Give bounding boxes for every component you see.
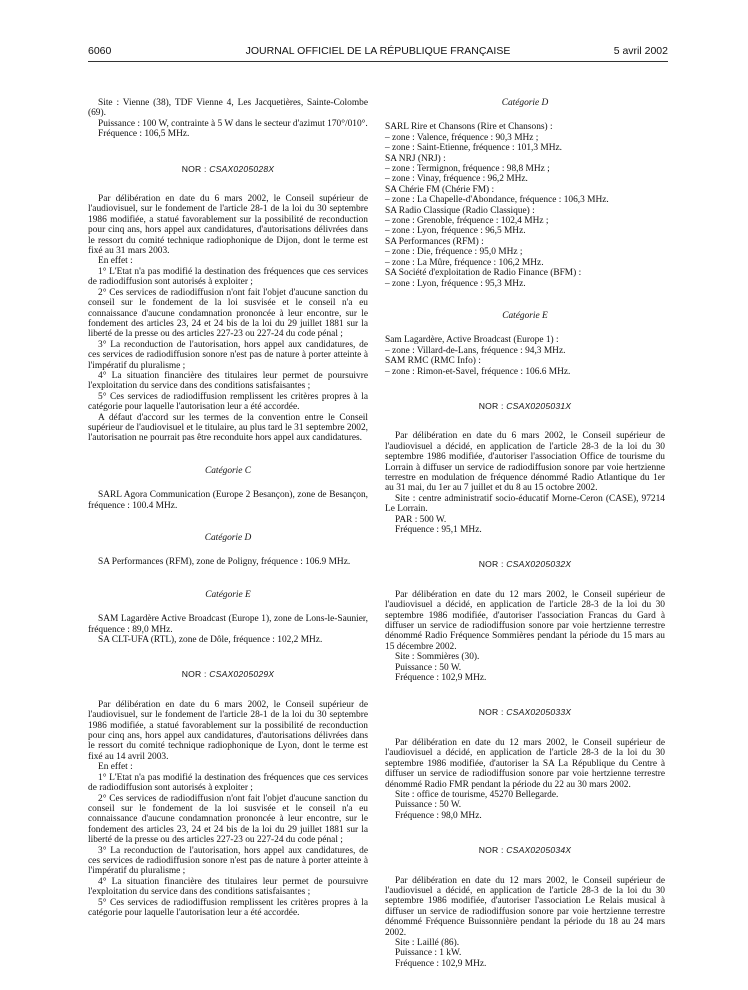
site-line: Site : Laillé (86). [395, 937, 460, 948]
power-line: Puissance : 50 W. [395, 662, 462, 673]
en-effet: En effet : [98, 256, 133, 267]
list-item: – zone : Lyon, fréquence : 95,3 MHz. [385, 278, 526, 289]
nor-reference: NOR : CSAX0205034X [478, 845, 572, 856]
category-heading: Catégorie D [501, 98, 549, 108]
en-effet: En effet : [98, 762, 133, 773]
nor-reference: NOR : CSAX0205032X [478, 559, 572, 570]
list-item: – zone : Valence, fréquence : 90,3 MHz ; [385, 132, 539, 143]
list-item: SA NRJ (NRJ) : [385, 153, 446, 164]
issue-date: 5 avril 2002 [613, 45, 668, 57]
list-item: – zone : Saint-Etienne, fréquence : 101,3 MHz. [385, 143, 563, 154]
nor-reference: NOR : CSAX0205028X [181, 163, 275, 174]
list-item: – zone : Vinay, fréquence : 96,2 MHz. [385, 174, 528, 185]
nor-code: CSAX0205029X [209, 669, 275, 680]
journal-title: JOURNAL OFFICIEL DE LA RÉPUBLIQUE FRANÇAISE [245, 45, 511, 57]
authorization-entry: SA Performances (RFM), zone de Poligny, fréquence : 106.9 MHz. [98, 557, 351, 568]
frequency-line: Fréquence : 102,9 MHz. [395, 673, 487, 684]
frequency-line: Fréquence : 106,5 MHz. [98, 129, 190, 140]
nor-code: CSAX0205033X [506, 707, 572, 718]
list-item: – zone : Lyon, fréquence : 96,5 MHz. [385, 226, 526, 237]
left-column [88, 98, 368, 918]
site-line: Site : office de tourisme, 45270 Bellegarde. [395, 789, 559, 800]
nor-reference: NOR : CSAX0205031X [478, 400, 572, 411]
list-item: – zone : La Chapelle-d'Abondance, fréquence : 106,3 MHz. [385, 195, 609, 206]
site-line: Site : Sommières (30). [395, 652, 480, 663]
frequency-line: Fréquence : 98,0 MHz. [395, 810, 482, 821]
nor-code: CSAX0205034X [506, 845, 572, 856]
list-item: – zone : Villard-de-Lans, fréquence : 94,3 MHz. [385, 345, 566, 356]
list-item: – zone : La Mûre, fréquence : 106,2 MHz. [385, 257, 544, 268]
site-line: Site : Vienne (38), TDF Vienne 4, Les Jacquetières, Sainte-Colombe (69). [88, 98, 368, 119]
criterion-1: 1° L'Etat n'a pas modifié la destination des fréquences que ces services de radiodiffusion sont autorisés à exploiter ; [88, 266, 368, 288]
category-heading: Catégorie E [502, 310, 548, 321]
list-item: – zone : Die, fréquence : 95,0 MHz ; [385, 247, 523, 258]
category-heading: Catégorie C [204, 465, 252, 476]
criterion-3: 3° La reconduction de l'autorisation, hors appel aux candidatures, de ces services de radiodiffusion sonore n'est pas de nature à porter atteinte à l'impératif du pluralisme ; [88, 339, 368, 371]
frequency-line: Fréquence : 102,9 MHz. [395, 958, 487, 969]
authorization-entry: SA CLT-UFA (RTL), zone de Dôle, fréquence : 102,2 MHz. [98, 635, 323, 646]
category-heading: Catégorie E [205, 589, 251, 600]
criterion-4: 4° La situation financière des titulaires leur permet de poursuivre l'exploitation du service dans des conditions satisfaisantes ; [88, 370, 368, 392]
deliberation-paragraph: Par délibération en date du 12 mars 2002, le Conseil supérieur de l'audiovisuel a décidé, en application de l'article 28-3 de la loi du 30 septembre 1986 modifiée, d'autoriser la SA La République du Centre à diffuser un service de radiodiffusion sonore par voie hertzienne terrestre dénommé Radio FMR pendant la période du 22 au 30 mars 2002. [385, 737, 665, 790]
criterion-5: 5° Ces services de radiodiffusion remplissent les critères propres à la catégorie pour laquelle l'autorisation leur a été accordée. [88, 391, 368, 413]
nor-reference: NOR : CSAX0205029X [181, 669, 275, 680]
header-rule [88, 61, 668, 62]
authorization-entry: SARL Agora Communication (Europe 2 Besançon), zone de Besançon, fréquence : 100.4 MHz. [88, 490, 368, 511]
deliberation-paragraph: Par délibération en date du 6 mars 2002, le Conseil supérieur de l'audiovisuel a décidé, en application de l'article 28-3 de la loi du 30 septembre 1986 modifiée, d'autoriser l'association Office de tourisme du Lorrain à diffuser un service de radiodiffusion sonore par voie hertzienne terrestre en modulation de fréquence dénommé Radio Atlantique du 1er au 31 mai, du 1er au 7 juillet et du 8 au 15 octobre 2002. [385, 431, 665, 494]
deliberation-paragraph: Par délibération en date du 12 mars 2002, le Conseil supérieur de l'audiovisuel a décidé, en application de l'article 28-3 de la loi du 30 septembre 1986 modifiée, d'autoriser l'association Le Relais musical à diffuser un service de radiodiffusion sonore par voie hertzienne terrestre dénommé Fréquence Buissonnière pendant la période du 18 au 24 mars 2002. [385, 875, 665, 938]
power-line: PAR : 500 W. [395, 514, 447, 525]
list-item: – zone : Rimon-et-Savel, fréquence : 106.6 MHz. [385, 366, 571, 377]
nor-code: CSAX0205028X [209, 163, 275, 174]
authorization-entry: SAM Lagardère Active Broadcast (Europe 1), zone de Lons-le-Saunier, fréquence : 89,0 MHz. [88, 614, 368, 635]
deliberation-paragraph: Par délibération en date du 12 mars 2002, le Conseil supérieur de l'audiovisuel a décidé, en application de l'article 28-3 de la loi du 30 septembre 1986 modifiée, d'autoriser l'association Francas du Gard à diffuser un service de radiodiffusion sonore par voie hertzienne terrestre dénommé Radio Fréquence Sommières pendant la période du 15 mars au 15 décembre 2002. [385, 589, 665, 652]
power-line: Puissance : 100 W, contrainte à 5 W dans le secteur d'azimut 170°/010°. [98, 118, 368, 129]
nor-code: CSAX0205031X [506, 400, 572, 411]
list-item: SA Chérie FM (Chérie FM) : [385, 184, 495, 195]
list-item: – zone : Termignon, fréquence : 98,8 MHz ; [385, 164, 550, 175]
nor-code: CSAX0205032X [506, 559, 572, 570]
site-line: Site : centre administratif socio-éducatif Morne-Ceron (CASE), 97214 Le Lorrain. [385, 493, 665, 515]
page-number: 6060 [88, 45, 112, 57]
list-item: SA Société d'exploitation de Radio Finance (BFM) : [385, 268, 582, 279]
defaut-paragraph: A défaut d'accord sur les termes de la convention entre le Conseil supérieur de l'audiovisuel et le titulaire, au plus tard le 31 septembre 2002, l'autorisation ne pourrait pas être reconduite hors appel aux candidatures. [88, 412, 368, 444]
list-item: SA Performances (RFM) : [385, 236, 484, 247]
deliberation-paragraph: Par délibération en date du 6 mars 2002, le Conseil supérieur de l'audiovisuel, sur le fondement de l'article 28-1 de la loi du 30 septembre 1986 modifiée, a statué favorablement sur la possibilité de reconduction pour cinq ans, hors appel aux candidatures, d'autorisations délivrées dans le ressort du comité technique radiophonique de Lyon, dont le terme est fixé au 14 avril 2003. [88, 699, 368, 762]
list-item: SARL Rire et Chansons (Rire et Chansons) : [385, 122, 553, 133]
category-heading: Catégorie D [204, 533, 252, 543]
frequency-line: Fréquence : 95,1 MHz. [395, 525, 482, 535]
criterion-2: 2° Ces services de radiodiffusion n'ont fait l'objet d'aucune sanction du conseil sur le fondement de la loi susvisée et le conseil n'a eu connaissance d'aucune condamnation prononcée à leur encontre, sur le fondement des articles 23, 24 et 24 bis de la loi du 29 juillet 1881 sur la liberté de la presse ou des articles 227-23 ou 227-24 du code pénal ; [88, 287, 368, 340]
right-column [385, 98, 665, 969]
power-line: Puissance : 1 kW. [395, 948, 462, 959]
page-header [88, 45, 668, 61]
list-item: – zone : Grenoble, fréquence : 102,4 MHz ; [385, 216, 549, 227]
criterion-4: 4° La situation financière des titulaires leur permet de poursuivre l'exploitation du service dans des conditions satisfaisantes ; [88, 876, 368, 898]
list-item: Sam Lagardère, Active Broadcast (Europe 1) : [385, 335, 559, 346]
criterion-1: 1° L'Etat n'a pas modifié la destination des fréquences que ces services de radiodiffusion sont autorisés à exploiter ; [88, 772, 368, 794]
criterion-3: 3° La reconduction de l'autorisation, hors appel aux candidatures, de ces services de radiodiffusion sonore n'est pas de nature à porter atteinte à l'impératif du pluralisme ; [88, 845, 368, 877]
criterion-2: 2° Ces services de radiodiffusion n'ont fait l'objet d'aucune sanction du conseil sur le fondement de la loi susvisée et le conseil n'a eu connaissance d'aucune condamnation prononcée à leur encontre, sur le fondement des articles 23, 24 et 24 bis de la loi du 29 juillet 1881 sur la liberté de la presse ou des articles 227-23 ou 227-24 du code pénal ; [88, 793, 368, 846]
criterion-5: 5° Ces services de radiodiffusion remplissent les critères propres à la catégorie pour laquelle l'autorisation leur a été accordée. [88, 897, 368, 918]
list-item: SAM RMC (RMC Info) : [385, 356, 481, 367]
power-line: Puissance : 50 W. [395, 800, 462, 811]
nor-reference: NOR : CSAX0205033X [478, 707, 572, 718]
list-item: SA Radio Classique (Radio Classique) : [385, 205, 535, 216]
deliberation-paragraph: Par délibération en date du 6 mars 2002, le Conseil supérieur de l'audiovisuel, sur le fondement de l'article 28-1 de la loi du 30 septembre 1986 modifiée, a statué favorablement sur la possibilité de reconduction pour cinq ans, hors appel aux candidatures, d'autorisations délivrées dans le ressort du comité technique radiophonique de Dijon, dont le terme est fixé au 31 mars 2003. [88, 194, 368, 257]
